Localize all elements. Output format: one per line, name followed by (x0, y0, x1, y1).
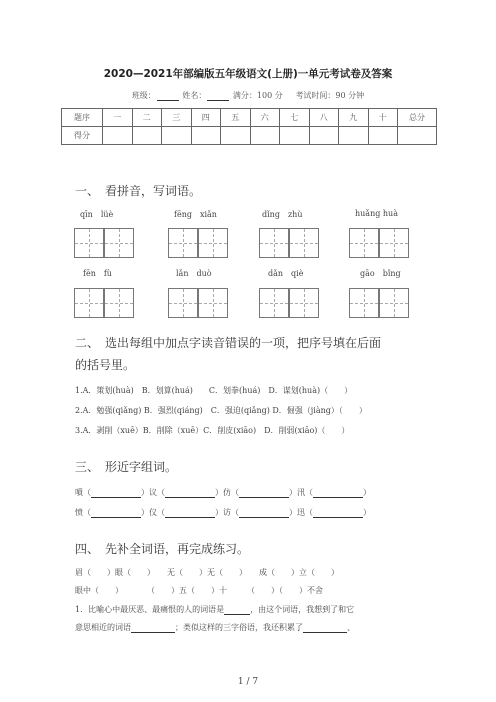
question-text: ，由这个词语，我想到了和它 (250, 605, 355, 614)
class-label: 班级： (131, 91, 156, 100)
question-line (75, 622, 355, 633)
header-cell: 四 (191, 109, 221, 127)
writing-grid[interactable] (349, 288, 379, 318)
score-table (61, 108, 437, 145)
pinyin: fēn fù (83, 269, 112, 278)
pinyin: qīn lüè (80, 210, 114, 219)
answer-blank[interactable] (91, 509, 141, 518)
header-cell: 二 (132, 109, 162, 127)
pinyin: huǎng huà (355, 209, 398, 218)
score-cell[interactable] (309, 127, 339, 145)
writing-grid[interactable] (349, 228, 379, 258)
char-label: ）仪（ (141, 508, 165, 517)
char-label: ） (363, 508, 371, 517)
writing-grid[interactable] (104, 228, 134, 258)
answer-blank[interactable] (313, 489, 363, 498)
header-cell: 题序 (62, 109, 103, 127)
question-text: 1．比喻心中最厌恶、最痛恨的人的词语是 (75, 605, 225, 614)
header-cell: 三 (162, 109, 192, 127)
writing-grid[interactable] (168, 228, 198, 258)
writing-grid[interactable] (198, 288, 228, 318)
score-cell[interactable] (280, 127, 310, 145)
score-row (62, 127, 437, 145)
answer-blank[interactable] (91, 489, 141, 498)
pinyin: gāo bǐng (360, 269, 401, 278)
char-label: ）迅（ (289, 508, 313, 517)
answer-blank[interactable] (165, 489, 215, 498)
char-label: ）访（ (215, 508, 239, 517)
answer-blank[interactable] (165, 509, 215, 518)
question-text: 意思相近的词语 (75, 623, 131, 632)
section-3-title: 三、 形近字组词。 (75, 460, 178, 474)
section-2-title-cont: 的括号里。 (75, 358, 136, 372)
char-label: ）议（ (141, 488, 165, 497)
idiom-row: 眼中（ ） （ ）五（ ）十 （ ）（ ）不舍 (75, 586, 323, 595)
writing-grid[interactable] (289, 228, 319, 258)
page-title: 2020—2021年部编版五年级语文(上册)一单元考试卷及答案 (103, 68, 393, 80)
score-cell[interactable] (103, 127, 133, 145)
pinyin: lǎn duò (176, 269, 212, 278)
header-cell: 五 (221, 109, 251, 127)
word-row (75, 487, 371, 498)
question-line: 2.A．勉强(qiǎng) B．强烈(qiáng) C．强迫(qiǎng) D．倔强（jiàng）（ ） (75, 406, 367, 415)
writing-grid[interactable] (259, 288, 289, 318)
section-2-title: 二、 选出每组中加点字读音错误的一项，把序号填在后面 (75, 336, 382, 350)
answer-blank[interactable] (313, 509, 363, 518)
pinyin: dǐng zhù (262, 210, 303, 219)
question-line: 3.A．剥削（xuē）B．削除（xuē）C．削皮(xiāo) D．削弱(xiāo)（ ） (75, 426, 350, 435)
exam-info (0, 90, 496, 101)
answer-blank[interactable] (239, 509, 289, 518)
section-4-title: 四、 先补全词语，再完成练习。 (75, 542, 250, 556)
header-cell: 八 (309, 109, 339, 127)
exam-time: 考试时间：90 分钟 (295, 91, 365, 100)
char-label: ）仿（ (215, 488, 239, 497)
pinyin: dǎn qiè (268, 269, 304, 278)
writing-grid[interactable] (289, 288, 319, 318)
answer-blank[interactable] (303, 624, 347, 633)
score-cell[interactable] (250, 127, 280, 145)
writing-grid[interactable] (168, 288, 198, 318)
question-text: ；类似这样的三字俗语，我还积累了 (175, 623, 303, 632)
writing-grid[interactable] (74, 288, 104, 318)
name-blank[interactable] (207, 92, 229, 101)
char-label: ） (363, 488, 371, 497)
writing-grid[interactable] (74, 228, 104, 258)
score-cell[interactable] (339, 127, 369, 145)
full-score: 满分：100 分 (232, 91, 283, 100)
pinyin: fēng xiǎn (174, 210, 217, 219)
score-cell[interactable] (368, 127, 398, 145)
score-cell[interactable] (398, 127, 437, 145)
name-label: 姓名： (182, 91, 207, 100)
section-1-title: 一、 看拼音，写词语。 (75, 184, 202, 198)
header-cell: 七 (280, 109, 310, 127)
question-line (75, 604, 354, 615)
char-label: 噴（ (75, 488, 91, 497)
word-row (75, 507, 371, 518)
header-cell: 总分 (398, 109, 437, 127)
answer-blank[interactable] (224, 606, 250, 615)
idiom-row: 眉（ ）眼（ ） 无（ ）无（ ） 成（ ）立（ ） (75, 568, 339, 577)
header-cell: 十 (368, 109, 398, 127)
char-label: 愤（ (75, 508, 91, 517)
header-cell: 一 (103, 109, 133, 127)
header-cell: 九 (339, 109, 369, 127)
score-cell[interactable] (191, 127, 221, 145)
class-blank[interactable] (157, 92, 179, 101)
char-label: ）汛（ (289, 488, 313, 497)
score-cell[interactable] (162, 127, 192, 145)
answer-blank[interactable] (239, 489, 289, 498)
writing-grid[interactable] (198, 228, 228, 258)
writing-grid[interactable] (379, 288, 409, 318)
score-cell[interactable] (132, 127, 162, 145)
answer-blank[interactable] (131, 624, 175, 633)
writing-grid[interactable] (259, 228, 289, 258)
score-cell[interactable] (221, 127, 251, 145)
score-header-row (62, 109, 437, 127)
writing-grid[interactable] (379, 228, 409, 258)
page-number: 1 / 7 (237, 677, 259, 687)
question-line: 1.A．策划(huà) B．划算(huá) C．划拳(huá) D．谋划(huà)（ ） (75, 386, 353, 395)
header-cell: 六 (250, 109, 280, 127)
score-row-label: 得分 (62, 127, 103, 145)
writing-grid[interactable] (104, 288, 134, 318)
question-text: 、 (347, 623, 355, 632)
